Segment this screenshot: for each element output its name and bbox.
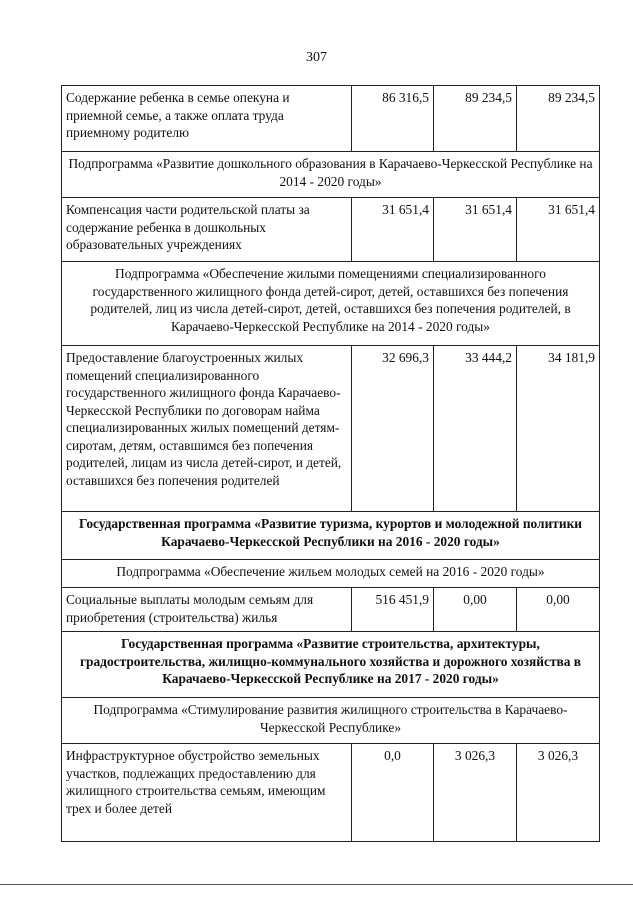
budget-table (61, 85, 600, 842)
value-cell: 3 026,3 (517, 744, 600, 842)
page-number: 307 (306, 50, 327, 65)
subprogram-row (62, 698, 600, 744)
subprogram-row (62, 560, 600, 588)
table-row (62, 86, 600, 152)
item-description: Компенсация части родительской платы за содержание ребенка в дошкольных образовательных учреждениях (62, 198, 352, 262)
value-cell: 31 651,4 (352, 198, 434, 262)
value-cell: 34 181,9 (517, 346, 600, 512)
value-cell: 0,00 (517, 588, 600, 632)
subprogram-heading: Подпрограмма «Развитие дошкольного образования в Карачаево-Черкесской Республике на 2014 - 2020 годы» (62, 152, 600, 198)
value-cell: 32 696,3 (352, 346, 434, 512)
table-row (62, 346, 600, 512)
item-description: Инфраструктурное обустройство земельных участков, подлежащих предоставлению для жилищного строительства семьям, имеющим трех и более детей (62, 744, 352, 842)
program-row (62, 512, 600, 560)
table-row (62, 744, 600, 842)
value-cell: 0,0 (352, 744, 434, 842)
value-cell: 86 316,5 (352, 86, 434, 152)
value-cell: 31 651,4 (517, 198, 600, 262)
subprogram-heading: Подпрограмма «Обеспечение жилыми помещениями специализированного государственного жилищного фонда детей-сирот, детей, оставшихся без попечения родителей, лиц из числа детей-сирот, детей, оставшихся без попечения родителей, в Карачаево-Черкесской Республике на 2014 - 2020 годы» (62, 262, 600, 346)
program-heading: Государственная программа «Развитие строительства, архитектуры, градостроительства, жилищно-коммунального хозяйства и дорожного хозяйства в Карачаево-Черкесской Республике на 2017 - 2020 годы» (62, 632, 600, 698)
value-cell: 516 451,9 (352, 588, 434, 632)
table-row (62, 198, 600, 262)
item-description: Предоставление благоустроенных жилых помещений специализированного государственного жилищного фонда Карачаево-Черкесской Республики по договорам найма специализированных жилых помещений детям-сиротам, детям, оставшимся без попечения родителей, лицам из числа детей-сирот, и детей, оставшихся без попечения родителей (62, 346, 352, 512)
value-cell: 0,00 (434, 588, 517, 632)
program-heading: Государственная программа «Развитие туризма, курортов и молодежной политики Карачаево-Черкесской Республики на 2016 - 2020 годы» (62, 512, 600, 560)
subprogram-row (62, 152, 600, 198)
program-row (62, 632, 600, 698)
value-cell: 31 651,4 (434, 198, 517, 262)
item-description: Содержание ребенка в семье опекуна и приемной семье, а также оплата труда приемному родителю (62, 86, 352, 152)
subprogram-row (62, 262, 600, 346)
item-description: Социальные выплаты молодым семьям для приобретения (строительства) жилья (62, 588, 352, 632)
subprogram-heading: Подпрограмма «Стимулирование развития жилищного строительства в Карачаево-Черкесской Республике» (62, 698, 600, 744)
table-row (62, 588, 600, 632)
subprogram-heading: Подпрограмма «Обеспечение жильем молодых семей на 2016 - 2020 годы» (62, 560, 600, 588)
value-cell: 89 234,5 (517, 86, 600, 152)
scan-edge-line (0, 884, 633, 885)
value-cell: 3 026,3 (434, 744, 517, 842)
value-cell: 33 444,2 (434, 346, 517, 512)
value-cell: 89 234,5 (434, 86, 517, 152)
